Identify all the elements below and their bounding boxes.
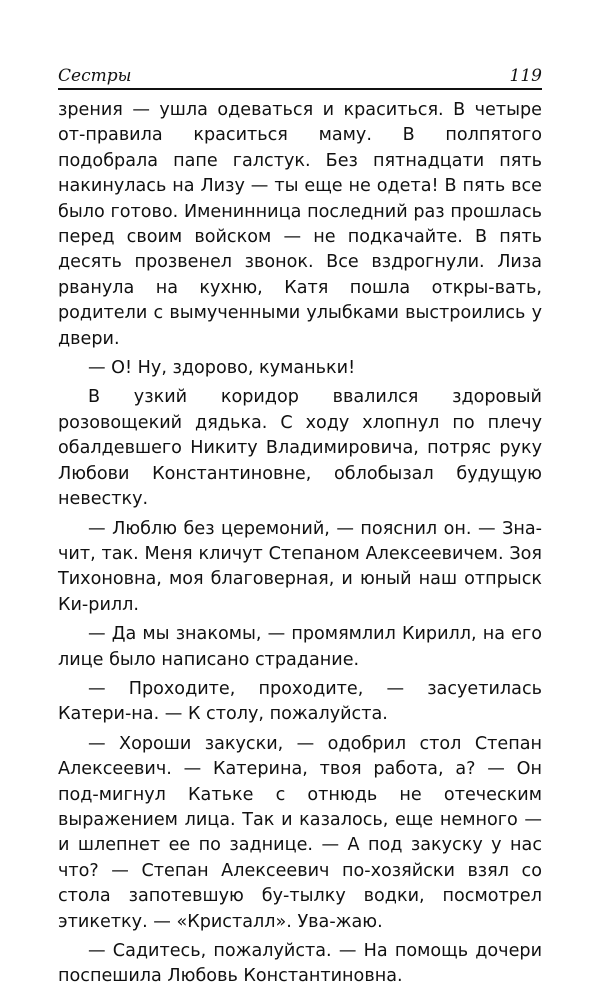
paragraph: — Садитесь, пожалуйста. — На помощь дочери поспешила Любовь Константиновна. (58, 941, 542, 987)
paragraph: В узкий коридор ввалился здоровый розовощекий дядька. С ходу хлопнул по плечу обалдевшего Никиту Владимировича, потряс руку Любови Константиновне, облобызал будущую невестку. (58, 387, 542, 510)
paragraph: — Проходите, проходите, — засуетилась Катери-на. — К столу, пожалуйста. (58, 678, 542, 725)
running-title: Сестры (58, 66, 132, 86)
paragraph-continued: зрения — ушла одеваться и краситься. В четыре от-правила краситься маму. В полпятого подобрала папе галстук. Без пятнадцати пять накинулась на Лизу — ты еще не одета! В пять все было готово. Именинница последний раз прошлась перед своим войском — не подкачайте. В пять десять прозвенел звонок. Все вздрогнули. Лиза рванула на кухню, Катя пошла откры-вать, родители с вымученными улыбками выстроились у двери. (58, 100, 542, 349)
paragraph: — Хороши закуски, — одобрил стол Степан Алексеевич. — Катерина, твоя работа, а? — Он под-мигнул Катьке с отнюдь не отеческим выражением лица. Так и казалось, еще немного — и шлепнет ее по заднице. — А под закуску у нас что? — Степан Алексеевич по-хозяйски взял со стола запотевшую бу-тылку водки, посмотрел этикетку. — «Кристалл». Ува-жаю. (58, 733, 542, 932)
page-number: 119 (509, 66, 542, 86)
body-text (58, 98, 542, 990)
paragraph: — Да мы знакомы, — промямлил Кирилл, на его лице было написано страдание. (58, 624, 542, 670)
running-header (58, 66, 542, 90)
book-page (58, 66, 542, 994)
paragraph: — Люблю без церемоний, — пояснил он. — Зна-чит, так. Меня кличут Степаном Алексеевичем. Зоя Тихоновна, моя благоверная, и юный наш отпрыск Ки-рилл. (58, 518, 542, 615)
paragraph: — О! Ну, здорово, куманьки! (88, 358, 356, 379)
